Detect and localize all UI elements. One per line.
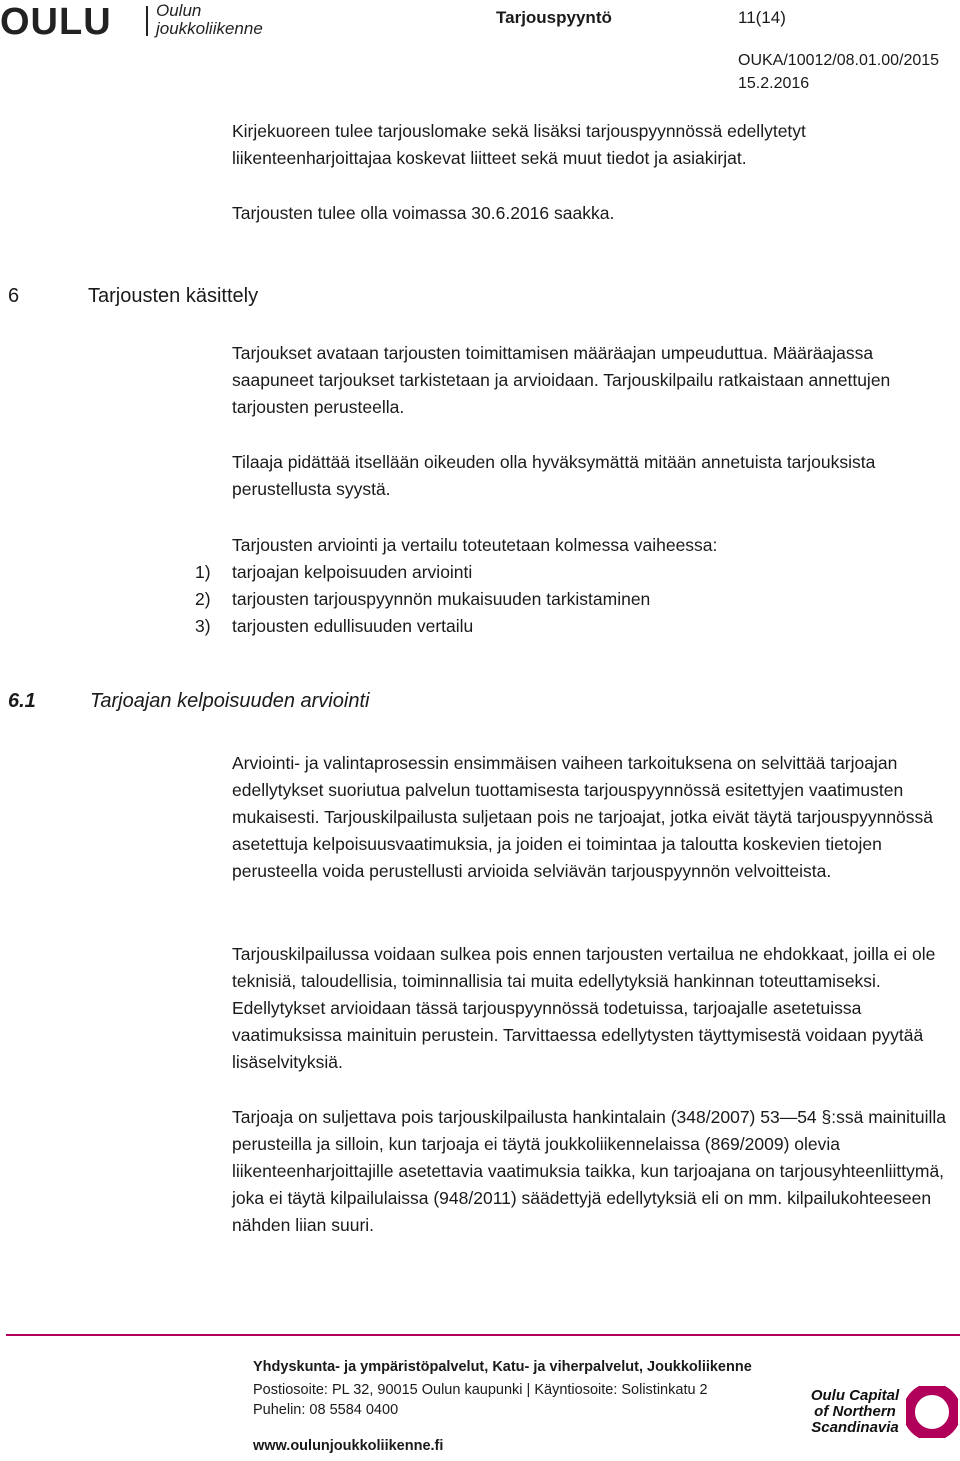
list-item: tarjousten edullisuuden vertailu (232, 616, 474, 636)
paragraph-legal-exclusion: Tarjoaja on suljettava pois tarjouskilpailusta hankintalain (348/2007) 53—54 §:ssä mainituilla perusteilla ja silloin, kun tarjoaja ei täytä joukkoliikennelaissa (869/2009) olevia liikenteenharjoittajille asetettavia vaatimuksia taikka, kun tarjoajana on tarjousyhteenliittymä, joka ei täytä kilpailulaissa (948/2011) säädettyjä edellytyksiä eli on mm. kilpailukohteeseen nähden liian suuri. (232, 1107, 947, 1235)
capital-logo-icon (906, 1386, 958, 1438)
footer-address: Postiosoite: PL 32, 90015 Oulun kaupunki | Käyntiosoite: Solistinkatu 2 (253, 1382, 708, 1398)
document-date: 15.2.2016 (738, 75, 810, 92)
capital-logo-text (800, 1388, 910, 1436)
page-number: 11(14) (738, 8, 786, 27)
logo-subtitle-line2: joukkoliikenne (156, 19, 263, 38)
document-title: Tarjouspyyntö (496, 8, 612, 27)
footer-website-link[interactable]: www.oulunjoukkoliikenne.fi (253, 1438, 444, 1454)
section-6-1-title: Tarjoajan kelpoisuuden arviointi (90, 690, 370, 712)
logo-subtitle (156, 2, 263, 38)
paragraph-opening: Tarjoukset avataan tarjousten toimittamisen määräajan umpeuduttua. Määräajassa saapuneet tarjoukset tarkistetaan ja arvioidaan. Tarjouskilpailu ratkaistaan annettujen tarjousten perusteella. (232, 343, 891, 417)
paragraph-phases-intro: Tarjousten arviointi ja vertailu toteutetaan kolmessa vaiheessa: (232, 535, 718, 555)
logo-divider (146, 6, 148, 36)
footer-divider (6, 1334, 960, 1336)
paragraph-exclusion-conditions: Tarjouskilpailussa voidaan sulkea pois ennen tarjousten vertailua ne ehdokkaat, joilla ei ole teknisiä, taloudellisia, toiminnallisia tai muita edellytyksiä hankinnan toteuttamiseksi. Edellytykset arvioidaan tässä tarjouspyynnössä todetuissa, tarjoajalle asetetuissa vaatimuksissa mainituin perustein. Tarvittaessa edellytysten täyttymisestä voidaan pyytää lisäselvityksiä. (232, 944, 936, 1072)
list-item-number: 2) (195, 589, 211, 609)
section-6-number: 6 (8, 285, 20, 307)
section-6-title: Tarjousten käsittely (88, 285, 259, 307)
logo-subtitle-line1: Oulun (156, 1, 202, 20)
list-item-number: 3) (195, 616, 211, 636)
list-item: tarjoajan kelpoisuuden arviointi (232, 562, 473, 582)
paragraph-envelope: Kirjekuoreen tulee tarjouslomake sekä lisäksi tarjouspyynnössä edellytetyt liikenteenharjoittajaa koskevat liitteet sekä muut tiedot ja asiakirjat. (232, 121, 806, 168)
list-item: tarjousten tarjouspyynnön mukaisuuden tarkistaminen (232, 589, 651, 609)
list-item-number: 1) (195, 562, 211, 582)
capital-logo-line1: Oulu Capital (810, 1387, 900, 1404)
paragraph-reservation: Tilaaja pidättää itsellään oikeuden olla hyväksymättä mitään annetuista tarjouksista perustellusta syystä. (232, 452, 876, 499)
footer-unit: Yhdyskunta- ja ympäristöpalvelut, Katu- ja viherpalvelut, Joukkoliikenne (253, 1359, 752, 1375)
document-reference: OUKA/10012/08.01.00/2015 (738, 52, 940, 69)
oulu-logo: OULU (0, 1, 112, 43)
footer-phone: Puhelin: 08 5584 0400 (253, 1402, 399, 1418)
section-6-1-number: 6.1 (8, 690, 36, 712)
capital-logo-line3: Scandinavia (811, 1419, 899, 1436)
paragraph-eligibility: Arviointi- ja valintaprosessin ensimmäisen vaiheen tarkoituksena on selvittää tarjoajan edellytykset suoriutua palvelun tuottamisesta tarjouspyynnössä esitettyjen vaatimusten mukaisesti. Tarjouskilpailusta suljetaan pois ne tarjoajat, jotka eivät täytä tarjouspyynnössä asetettuja kelpoisuusvaatimuksia, ja joiden ei toimintaa ja taloutta koskevien tietojen perusteella voida perustellusti arvioida selviävän tarjouspyynnön velvoitteista. (232, 753, 934, 881)
paragraph-validity: Tarjousten tulee olla voimassa 30.6.2016 saakka. (232, 203, 615, 223)
capital-logo-line2: of Northern (814, 1403, 896, 1420)
